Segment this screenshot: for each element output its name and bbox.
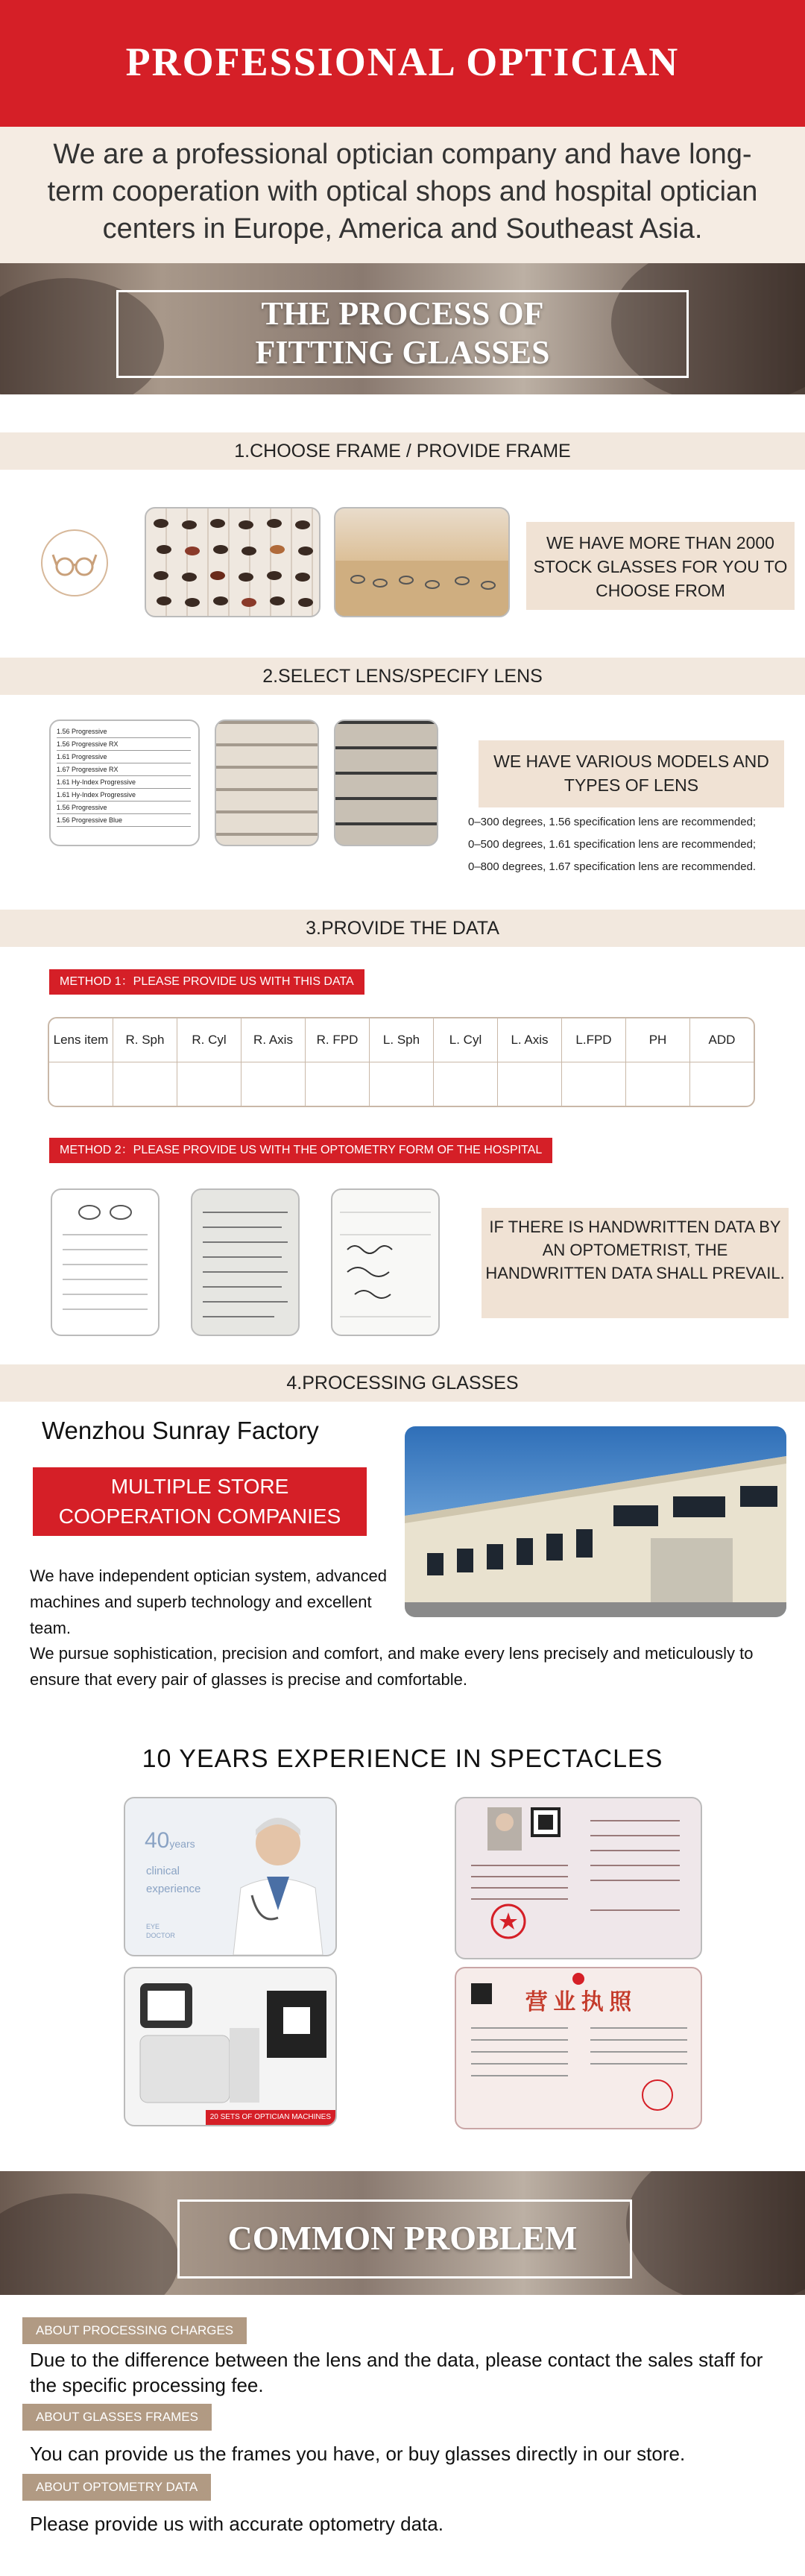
glasses-icon bbox=[41, 529, 108, 596]
lens-types-note: WE HAVE VARIOUS MODELS AND TYPES OF LENS bbox=[479, 740, 784, 807]
doctor-tag: EYE DOCTOR bbox=[146, 1923, 175, 1939]
opticians-machines-photo bbox=[124, 1967, 337, 2126]
intro-section bbox=[0, 127, 805, 263]
doctor-caption: clinical experience bbox=[146, 1865, 201, 1895]
cooperation-badge: MULTIPLE STORE COOPERATION COMPANIES bbox=[33, 1467, 367, 1536]
faq-tag-frames: ABOUT GLASSES FRAMES bbox=[22, 2404, 212, 2431]
empty-data-row bbox=[49, 1062, 754, 1106]
business-license bbox=[455, 1967, 702, 2129]
frames-display-photo bbox=[145, 507, 321, 617]
store-counter-photo bbox=[334, 507, 510, 617]
step3-title: 3.PROVIDE THE DATA bbox=[0, 910, 805, 947]
common-problem-title: COMMON PROBLEM bbox=[227, 2219, 578, 2257]
stock-note: WE HAVE MORE THAN 2000 STOCK GLASSES FOR YOU TO CHOOSE FROM bbox=[526, 522, 795, 610]
step4-title: 4.PROCESSING GLASSES bbox=[0, 1364, 805, 1402]
lens-shelf-photo-1 bbox=[215, 719, 319, 846]
lens-recommendations bbox=[468, 811, 796, 878]
step2-title: 2.SELECT LENS/SPECIFY LENS bbox=[0, 658, 805, 695]
col-header: Lens item bbox=[49, 1018, 113, 1062]
faq-tag-optometry: ABOUT OPTOMETRY DATA bbox=[22, 2474, 211, 2501]
license-title: 营 业 执 照 bbox=[525, 1990, 632, 2015]
factory-photo bbox=[405, 1426, 786, 1617]
doctor-figure bbox=[222, 1806, 334, 1955]
lens-price-list bbox=[49, 719, 200, 846]
col-header: R. Sph bbox=[113, 1018, 177, 1062]
doctor-years: 40years bbox=[145, 1828, 195, 1853]
col-header: L. Cyl bbox=[434, 1018, 498, 1062]
banner-title: THE PROCESS OF FITTING GLASSES bbox=[255, 295, 550, 371]
lens-list: 1.56 Progressive 1.56 Progressive RX 1.61 Progressive 1.67 Progressive RX 1.61 Hy-Index Progressive 1.61 Hy-Index Progressive 1.56 Progressive 1.56 Progressive Blue bbox=[57, 725, 191, 827]
faq-tag-charges: ABOUT PROCESSING CHARGES bbox=[22, 2317, 247, 2344]
col-header: L. Sph bbox=[370, 1018, 434, 1062]
factory-name: Wenzhou Sunray Factory bbox=[42, 1417, 319, 1444]
method1-tag: METHOD 1：PLEASE PROVIDE US WITH THIS DATA bbox=[49, 969, 364, 995]
optometry-form-1 bbox=[51, 1188, 160, 1336]
optometry-form-2 bbox=[191, 1188, 300, 1336]
col-header: R. Axis bbox=[242, 1018, 306, 1062]
col-header: L.FPD bbox=[562, 1018, 626, 1062]
factory-para-1: We have independent optician system, advanced machines and superb technology and excellent team. bbox=[30, 1566, 388, 1637]
page-header bbox=[0, 0, 805, 127]
page-title: PROFESSIONAL OPTICIAN bbox=[125, 40, 680, 84]
lens-shelf-photo-2 bbox=[334, 719, 438, 846]
handwritten-note: IF THERE IS HANDWRITTEN DATA BY AN OPTOMETRIST, THE HANDWRITTEN DATA SHALL PREVAIL. bbox=[482, 1208, 789, 1318]
factory-para-2: We pursue sophistication, precision and comfort, and make every lens precisely and meticulously to ensure that every pair of glasses is precise and comfortable. bbox=[30, 1644, 754, 1689]
optometry-form-3 bbox=[331, 1188, 440, 1336]
data-table bbox=[48, 1017, 755, 1107]
recommendation-line: 0–800 degrees, 1.67 specification lens are recommended. bbox=[468, 860, 757, 873]
faq-answer-frames: You can provide us the frames you have, or buy glasses directly in our store. bbox=[30, 2443, 686, 2465]
faq-answer-optometry: Please provide us with accurate optometry data. bbox=[30, 2513, 443, 2535]
recommendation-line: 0–300 degrees, 1.56 specification lens are recommended; bbox=[468, 816, 757, 828]
doctor-certificate bbox=[455, 1797, 702, 1959]
recommendation-line: 0–500 degrees, 1.61 specification lens are recommended; bbox=[468, 838, 757, 851]
process-banner bbox=[0, 263, 805, 394]
step1-title: 1.CHOOSE FRAME / PROVIDE FRAME bbox=[0, 432, 805, 470]
experience-title: 10 YEARS EXPERIENCE IN SPECTACLES bbox=[142, 1745, 663, 1773]
col-header: L. Axis bbox=[498, 1018, 562, 1062]
faq-answer-charges: Due to the difference between the lens and the data, please contact the sales staff for the specific processing fee. bbox=[30, 2349, 763, 2396]
intro-text: We are a professional optician company and have long-term cooperation with optical shops and hospital optician centers in Europe, America and Southeast Asia. bbox=[47, 139, 758, 245]
eye-doctor-card bbox=[124, 1797, 337, 1956]
col-header: ADD bbox=[690, 1018, 754, 1062]
machines-label: 20 SETS OF OPTICIAN MACHINES bbox=[206, 2110, 335, 2125]
col-header: R. Cyl bbox=[177, 1018, 242, 1062]
col-header: R. FPD bbox=[306, 1018, 370, 1062]
col-header: PH bbox=[626, 1018, 690, 1062]
common-problem-banner bbox=[0, 2171, 805, 2295]
method2-tag: METHOD 2：PLEASE PROVIDE US WITH THE OPTOMETRY FORM OF THE HOSPITAL bbox=[49, 1138, 552, 1163]
